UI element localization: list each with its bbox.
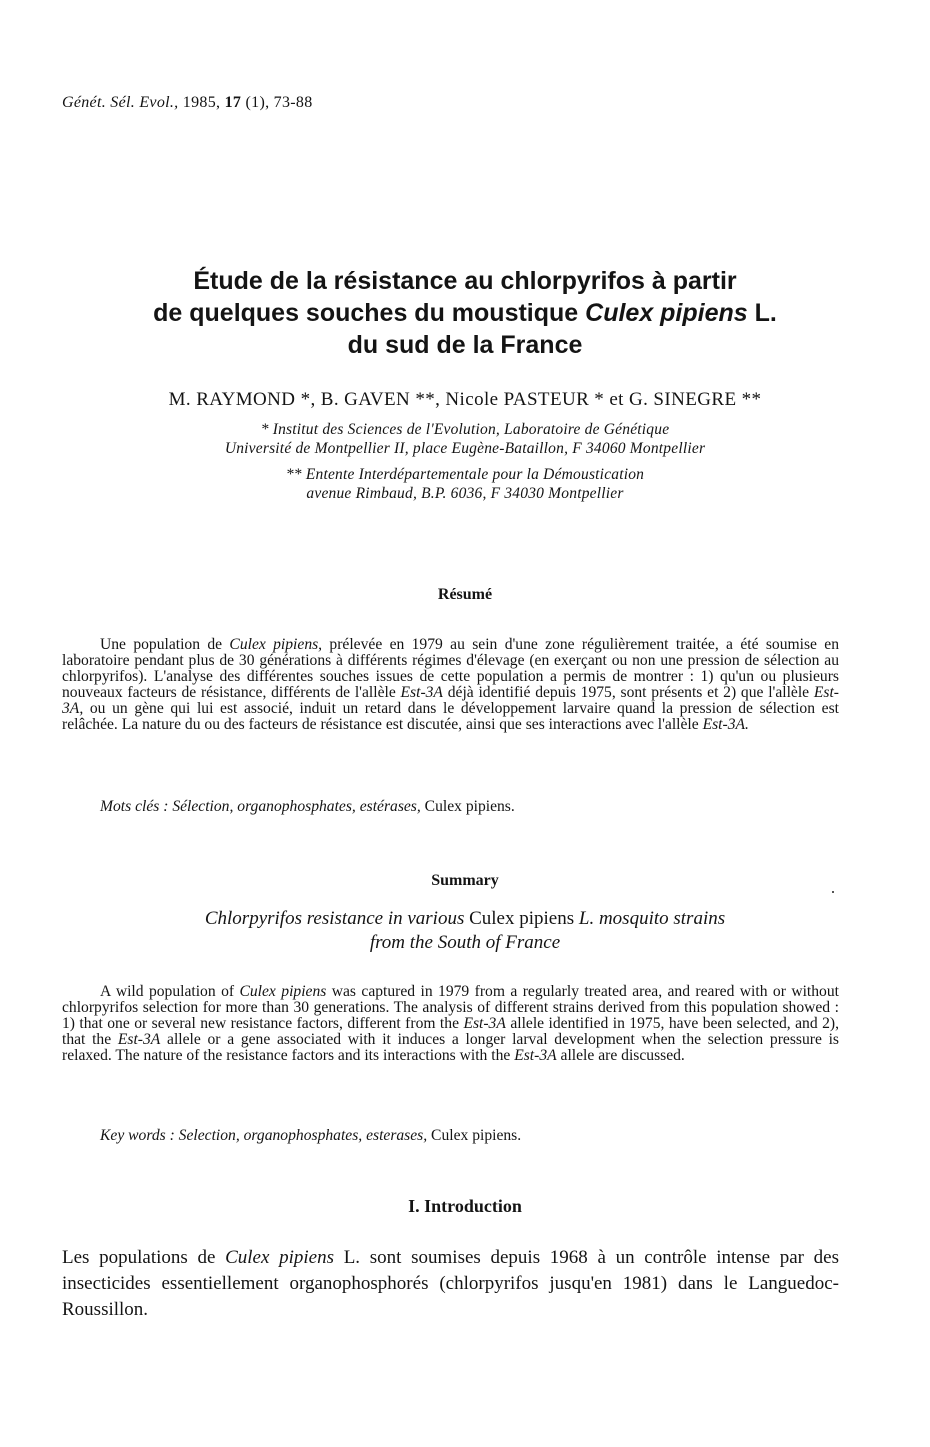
summary-text-1: A wild population of — [100, 983, 240, 1000]
resume-heading: Résumé — [437, 586, 493, 603]
mots-cles-species: Culex pipiens. — [420, 798, 515, 815]
summary-heading: Summary — [431, 872, 499, 889]
affiliation-2-line-1: ** Entente Interdépartementale pour la Démoustication — [285, 466, 645, 483]
summary-species: Culex pipiens — [239, 983, 327, 1000]
article-title — [60, 265, 870, 361]
journal-volume: 17 — [224, 94, 242, 111]
title-line-1: Étude de la résistance au chlorpyrifos à partir — [193, 267, 737, 295]
introduction-heading: I. Introduction — [408, 1196, 522, 1216]
author-list: M. RAYMOND *, B. GAVEN **, Nicole PASTEUR * et G. SINEGRE ** — [168, 389, 762, 410]
summary-title-start: Chlorpyrifos resistance in various — [204, 908, 470, 929]
key-words — [100, 1127, 521, 1145]
title-line-2-start: de quelques souches du moustique — [153, 299, 586, 327]
title-species: Culex pipiens — [585, 299, 748, 327]
resume-text-4: ou un gène qui lui est associé, induit un retard dans le développement larvaire quand la pression de sélection est relâchée. La nature du ou des facteurs de résistance est discutée, ainsi que ses interactions avec l'allèle — [62, 700, 839, 733]
scan-speck — [832, 891, 834, 893]
affiliation-1-line-1: * Institut des Sciences de l'Evolution, Laboratoire de Génétique — [260, 421, 670, 438]
introduction-text-1: Les populations de — [62, 1247, 226, 1268]
mots-cles — [100, 798, 515, 816]
summary-allele-2: Est-3A — [117, 1031, 161, 1048]
introduction-paragraph — [62, 1245, 839, 1323]
summary-text-5: allele are discussed. — [556, 1047, 685, 1064]
resume-text-3: déjà identifié depuis 1975, sont présents et 2) que l'allèle — [442, 684, 814, 701]
resume-species: Culex pipiens, — [229, 636, 323, 653]
resume-text-1: Une population de — [100, 636, 230, 653]
summary-text-3: allele identified in 1975, have been selected, and 2), that the — [62, 1015, 839, 1048]
summary-title — [60, 907, 870, 955]
affiliation-1 — [60, 420, 870, 458]
summary-title-species: Culex pipiens — [469, 908, 575, 929]
title-line-3: du sud de la France — [347, 331, 583, 359]
key-words-species: Culex pipiens. — [427, 1127, 522, 1144]
mots-cles-label: Mots clés : Sélection, organophosphates, estérases, — [100, 798, 421, 815]
resume-allele-3: Est-3A. — [702, 716, 749, 733]
title-line-2-end: L. — [747, 299, 777, 327]
journal-name: Génét. Sél. Evol., — [62, 94, 179, 111]
resume-text-2: prélevée en 1979 au sein d'une zone régulièrement traitée, a été soumise en laboratoire pendant plus de 30 générations à différents régimes d'élevage (en exerçant ou non une pression de sélection au chlorpyrifos). L'analyse des différentes souches issues de cette population a permis de montrer : 1) qu'un ou plusieurs nouveaux facteurs de résistance, différents de l'allèle — [62, 636, 840, 701]
affiliation-2 — [60, 465, 870, 503]
affiliation-2-line-2: avenue Rimbaud, B.P. 6036, F 34030 Montpellier — [306, 485, 624, 502]
resume-paragraph — [62, 637, 839, 733]
summary-title-line-2: from the South of France — [369, 932, 561, 953]
summary-allele-1: Est-3A — [463, 1015, 506, 1032]
summary-text-2: was captured in 1979 from a regularly treated area, and reared with or without chlorpyrifos selection for more than 30 generations. The analysis of different strains derived from this population showed : 1) that one or several new resistance factors, different from the — [62, 983, 839, 1032]
summary-allele-3: Est-3A — [514, 1047, 557, 1064]
journal-year: 1985, — [182, 94, 221, 111]
key-words-label: Key words : Selection, organophosphates, esterases, — [100, 1127, 428, 1144]
introduction-species: Culex pipiens — [225, 1247, 335, 1268]
title-line-2 — [60, 297, 870, 329]
resume-allele-2: Est-3A, — [62, 684, 839, 717]
summary-text-4: allele or a gene associated with it induces a longer larval development when the selection pressure is relaxed. The nature of the resistance factors and its interactions with the — [62, 1031, 839, 1064]
summary-paragraph — [62, 984, 839, 1064]
summary-title-line-1 — [60, 907, 870, 931]
journal-citation — [62, 94, 313, 112]
introduction-text-2: L. sont soumises depuis 1968 à un contrôle intense par des insecticides essentiellement organophosphorés (chlorpyrifos jusqu'en 1981) dans le Languedoc-Roussillon. — [62, 1247, 840, 1320]
summary-title-end: L. mosquito strains — [574, 908, 726, 929]
journal-issue-pages: (1), 73-88 — [245, 94, 313, 111]
resume-allele-1: Est-3A — [400, 684, 443, 701]
affiliation-1-line-2: Université de Montpellier II, place Eugène-Bataillon, F 34060 Montpellier — [224, 440, 706, 457]
